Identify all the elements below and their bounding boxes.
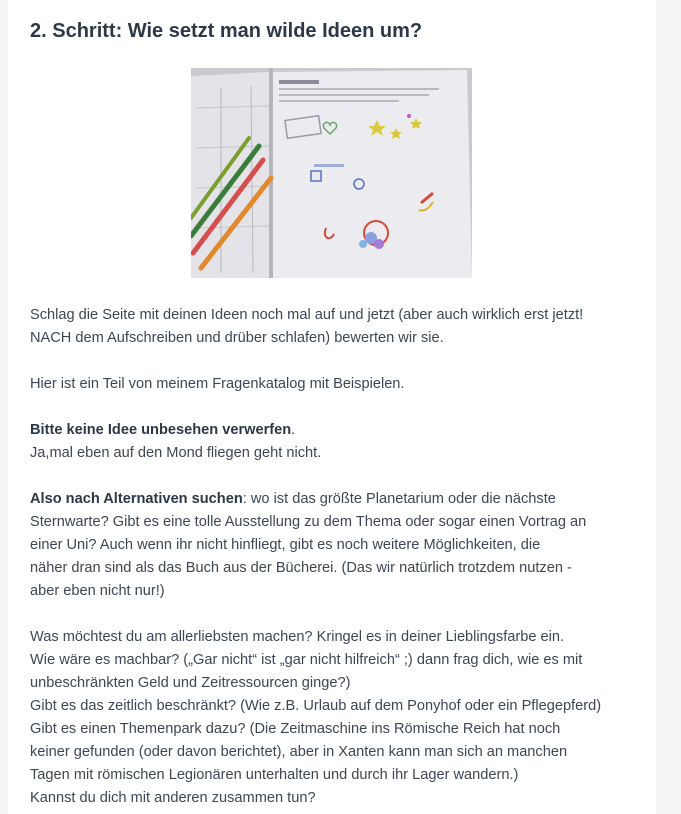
bold-phrase: Bitte keine Idee unbesehen verwerfen: [30, 422, 292, 438]
paragraph-line: Hier ist ein Teil von meinem Fragenkatalog mit Beispielen.: [30, 376, 405, 392]
paragraph-line: Kannst du dich mit anderen zusammen tun?: [30, 790, 316, 806]
paragraph-text: : wo ist das größte Planetarium oder die nächste: [242, 491, 556, 507]
paragraph-line: keiner gefunden (oder davon berichtet), aber in Xanten kann man sich an manchen: [30, 744, 568, 760]
paragraph-line: näher dran sind als das Buch aus der Bücherei. (Das wir natürlich trotzdem nutzen -: [30, 560, 572, 576]
paragraph-line: Was möchtest du am allerliebsten machen? Kringel es in deiner Lieblingsfarbe ein.: [30, 629, 565, 645]
paragraph-line: Ja,mal eben auf den Mond fliegen geht nicht.: [30, 445, 322, 461]
notebook-with-colored-pencils-photo: [191, 68, 472, 278]
paragraph-line: NACH dem Aufschreiben und drüber schlafen) bewerten wir sie.: [30, 330, 444, 346]
paragraph-line: einer Uni? Auch wenn ihr nicht hinfliegt, gibt es noch weitere Möglichkeiten, die: [30, 537, 541, 553]
bold-phrase: Also nach Alternativen suchen: [30, 491, 243, 507]
paragraph-line: Schlag die Seite mit deinen Ideen noch mal auf und jetzt (aber auch wirklich erst jetzt!: [30, 307, 584, 323]
paragraph-line: [30, 488, 640, 511]
article-card: [8, 0, 656, 814]
paragraph-line: Gibt es das zeitlich beschränkt? (Wie z.B. Urlaub auf dem Ponyhof oder ein Pflegepferd): [30, 698, 602, 714]
paragraph-line: aber eben nicht nur!): [30, 583, 165, 599]
paragraph-line: Sternwarte? Gibt es eine tolle Ausstellung zu dem Thema oder sogar einen Vortrag an: [30, 514, 587, 530]
paragraph-line: [30, 419, 640, 442]
paragraph-line: Wie wäre es machbar? („Gar nicht“ ist „gar nicht hilfreich“ ;) dann frag dich, wie es mit: [30, 652, 583, 668]
paragraph-line: Tagen mit römischen Legionären unterhalten und durch ihr Lager wandern.): [30, 767, 519, 783]
article-body: [30, 304, 640, 810]
photo-illustration: [191, 68, 472, 278]
paragraph-line: Gibt es einen Themenpark dazu? (Die Zeitmaschine ins Römische Reich hat noch: [30, 721, 561, 737]
paragraph-text: .: [291, 422, 296, 438]
section-heading: 2. Schritt: Wie setzt man wilde Ideen um?: [30, 20, 423, 42]
paragraph-line: unbeschränkten Geld und Zeitressourcen ginge?): [30, 675, 351, 691]
